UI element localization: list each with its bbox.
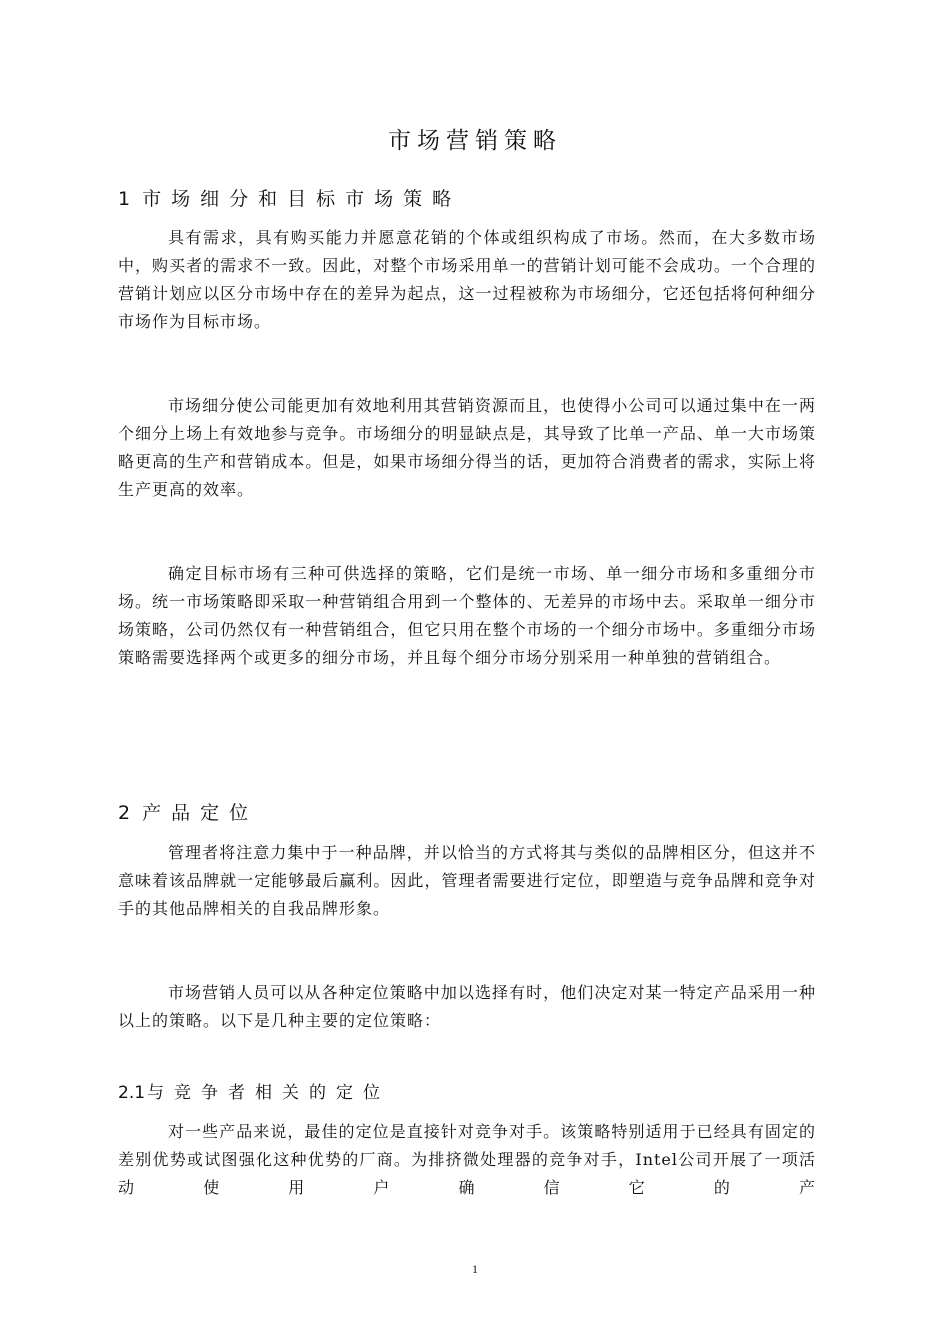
paragraph: 确定目标市场有三种可供选择的策略，它们是统一市场、单一细分市场和多重细分市场。统一市场策略即采取一种营销组合用到一个整体的、无差异的市场中去。采取单一细分市场策略，公司仍然仅有一种营销组合，但它只用在整个市场的一个细分市场中。多重细分市场策略需要选择两个或更多的细分市场，并且每个细分市场分别采用一种单独的营销组合。 (118, 564, 816, 667)
section-number: 2.1 (118, 1083, 146, 1103)
section-title: 与竞争者相关的定位 (147, 1083, 391, 1103)
section-heading-2-1 (118, 1078, 390, 1103)
document-title: 市场营销策略 (388, 128, 562, 154)
section-number: 2 (118, 802, 131, 824)
section-title: 产品定位 (142, 802, 259, 824)
paragraph: 市场细分使公司能更加有效地利用其营销资源而且，也使得小公司可以通过集中在一两个细分上场上有效地参与竞争。市场细分的明显缺点是，其导致了比单一产品、单一大市场策略更高的生产和营销成本。但是，如果市场细分得当的话，更加符合消费者的需求，实际上将生产更高的效率。 (118, 396, 816, 499)
paragraph: 管理者将注意力集中于一种品牌，并以恰当的方式将其与类似的品牌相区分，但这并不意味着该品牌就一定能够最后赢利。因此，管理者需要进行定位，即塑造与竞争品牌和竞争对手的其他品牌相关的自我品牌形象。 (118, 843, 816, 918)
paragraph: 市场营销人员可以从各种定位策略中加以选择有时，他们决定对某一特定产品采用一种以上的策略。以下是几种主要的定位策略： (118, 983, 816, 1030)
paragraph: 具有需求，具有购买能力并愿意花销的个体或组织构成了市场。然而，在大多数市场中，购买者的需求不一致。因此，对整个市场采用单一的营销计划可能不会成功。一个合理的营销计划应以区分市场中存在的差异为起点，这一过程被称为市场细分，它还包括将何种细分市场作为目标市场。 (118, 228, 816, 331)
section-title: 市场细分和目标市场策略 (142, 188, 462, 210)
section-heading-1 (118, 184, 461, 211)
page-number: 1 (472, 1262, 478, 1276)
section-heading-2 (118, 798, 258, 825)
section-number: 1 (118, 188, 131, 210)
paragraph: 对一些产品来说，最佳的定位是直接针对竞争对手。该策略特别适用于已经具有固定的差别优势或试图强化这种优势的厂商。为排挤微处理器的竞争对手，Intel公司开展了一项活动使用户确信它的产 (118, 1122, 816, 1197)
